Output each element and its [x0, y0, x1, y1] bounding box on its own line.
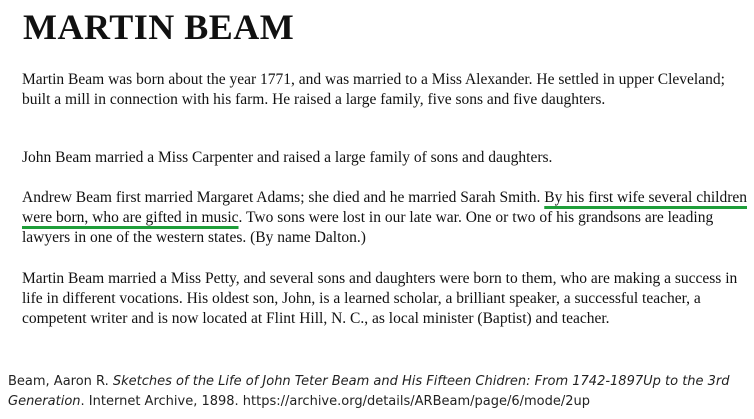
paragraph-andrew-beam [22, 188, 747, 248]
paragraph-martin-beam-sr: Martin Beam was born about the year 1771, and was married to a Miss Alexander. He settled in upper Cleveland; built a mill in connection with his farm. He raised a large family, five sons and five daughters. [22, 71, 725, 108]
citation-source: . Internet Archive, 1898. https://archive.org/details/ARBeam/page/6/mode/2up [80, 394, 591, 409]
citation-work-title: Sketches of the Life of John Teter Beam and His Fifteen Chidren: From 1742-1897Up to the 3rd Generation [8, 374, 730, 409]
paragraph-john-beam: John Beam married a Miss Carpenter and raised a large family of sons and daughters. [22, 149, 553, 166]
paragraph-martin-beam-jr: Martin Beam married a Miss Petty, and several sons and daughters were born to them, who are making a success in life in different vocations. His oldest son, John, is a learned scholar, a brilliant speaker, a successful teacher, a competent writer and is now located at Flint Hill, N. C., as local minister (Baptist) and teacher. [22, 270, 738, 327]
paragraph-text: . Two sons were lost in our late war. One or two of his grandsons are leading lawyers in one of the western states. (By name Dalton.) [22, 209, 714, 246]
citation-author: Beam, Aaron R. [8, 374, 113, 389]
citation [8, 372, 750, 412]
document-title: MARTIN BEAM [23, 7, 295, 47]
highlighted-text: By his first wife several children were born, who are gifted in music [22, 189, 747, 226]
paragraph-text: Andrew Beam first married Margaret Adams; she died and he married Sarah Smith. [22, 189, 545, 206]
